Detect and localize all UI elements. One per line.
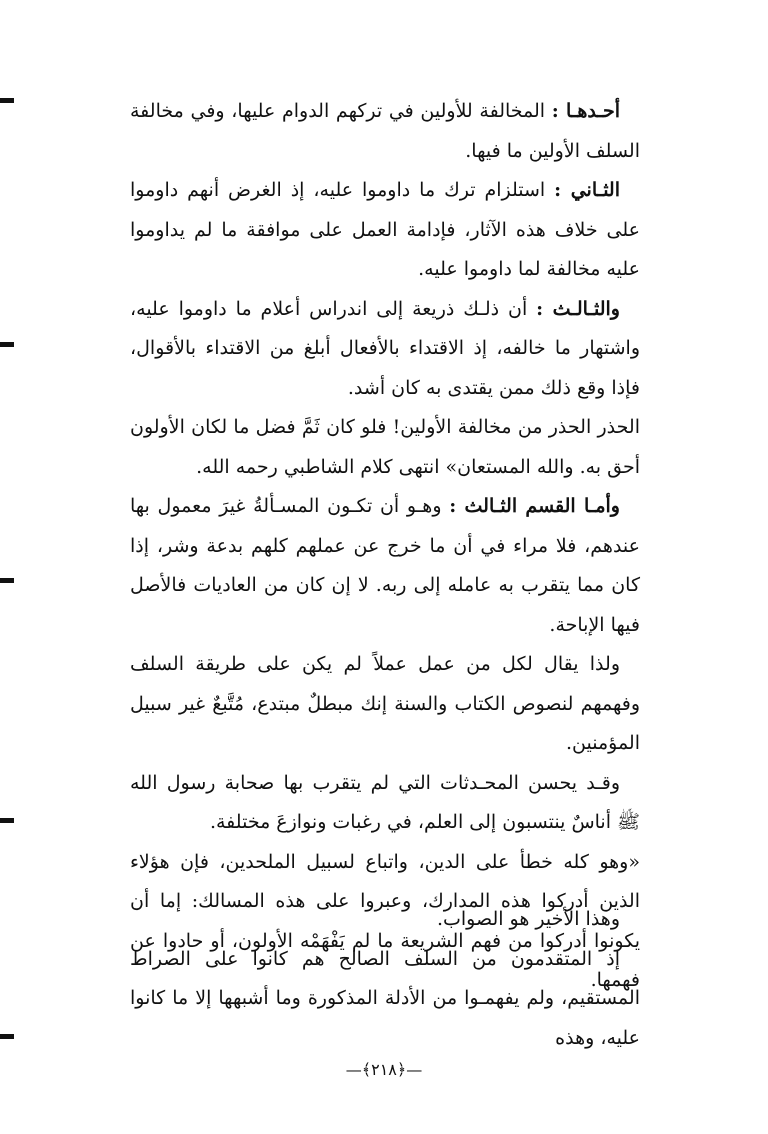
paragraph-lead: وأمـا القسم الثـالث : — [449, 495, 620, 517]
paragraph-correct — [130, 900, 640, 940]
paragraph-text: «وهو كله خطأ على الدين، واتباع لسبيل الملحدين، فإن هؤلاء الذين أدركوا هذه المدارك، وعبروا على هذه المسالك: إما أن يكونوا أدركوا من فهم الشريعة ما لم يَفْهَمْه الأولون، أو حادوا عن فهمها. — [130, 850, 640, 991]
paragraph-third-point — [130, 290, 640, 409]
paragraph-third-section — [130, 487, 640, 645]
page-edge-mark — [0, 818, 14, 823]
page-footer — [0, 1060, 768, 1079]
page-edge-mark — [0, 98, 14, 103]
paragraph-warning — [130, 408, 640, 487]
page-number: —﴿٢١٨﴾— — [345, 1060, 423, 1079]
paragraph-text: أن ذلـك ذريعة إلى اندراس أعلام ما داوموا عليه، واشتهار ما خالفه، إذ الاقتداء بالأفعال أبلغ من الاقتداء بالأقوال، فإذا وقع ذلك ممن يقتدى به كان أشد. — [130, 297, 640, 399]
paragraph-text: ولذا يقال لكل من عمل عملاً لم يكن على طريقة السلف وفهمهم لنصوص الكتاب والسنة إنك مبطلٌ مبتدع، مُتَّبعٌ غير سبيل المؤمنين. — [130, 653, 640, 754]
paragraph-text: وهـو أن تكـون المسـألةُ غيرَ معمول بها عندهم، فلا مراء في أن ما خرج عن عملهم كلهم بدعة وشر، إذا كان مما يتقرب به عامله إلى ربه. لا إن كان من العاديات فالأصل فيها الإباحة. — [130, 495, 640, 636]
paragraph-predecessors — [130, 940, 640, 1059]
paragraph-first-point — [130, 92, 640, 171]
paragraph-lead: الثـاني : — [554, 179, 620, 201]
paragraph-innovations — [130, 764, 640, 843]
paragraph-lead: أحـدهـا : — [551, 100, 620, 122]
paragraph-innovator — [130, 645, 640, 764]
paragraph-text: وهذا الأخير هو الصواب. — [436, 908, 620, 930]
paragraph-second-point — [130, 171, 640, 290]
secondary-text-block — [130, 900, 640, 1058]
paragraph-lead: والثـالـث : — [536, 297, 620, 320]
paragraph-text: الحذر الحذر من مخالفة الأولين! فلو كان ثَمَّ فضل ما لكان الأولون أحق به. والله المستعان» انتهى كلام الشاطبي رحمه الله. — [130, 416, 640, 478]
paragraph-text: وقـد يحسن المحـدثات التي لم يتقرب بها صحابة رسول الله ﷺ أناسٌ ينتسبون إلى العلم، في رغبات ونوازعَ مختلفة. — [130, 771, 640, 833]
page-edge-mark — [0, 1034, 14, 1039]
paragraph-text: المخالفة للأولين في تركهم الدوام عليها، وفي مخالفة السلف الأولين ما فيها. — [130, 100, 640, 162]
page-edge-mark — [0, 342, 14, 347]
paragraph-text: استلزام ترك ما داوموا عليه، إذ الغرض أنهم داوموا على خلاف هذه الآثار، فإدامة العمل على موافقة ما لم يداوموا عليه مخالفة لما داوموا عليه. — [130, 179, 640, 280]
paragraph-text: إذ المتقدمون من السلف الصالح هم كانوا على الصراط المستقيم، ولم يفهمـوا من الأدلة المذكورة وما أشبهها إلا ما كانوا عليه، وهذه — [130, 947, 640, 1049]
main-text-block — [130, 92, 640, 1001]
page-edge-mark — [0, 578, 14, 583]
